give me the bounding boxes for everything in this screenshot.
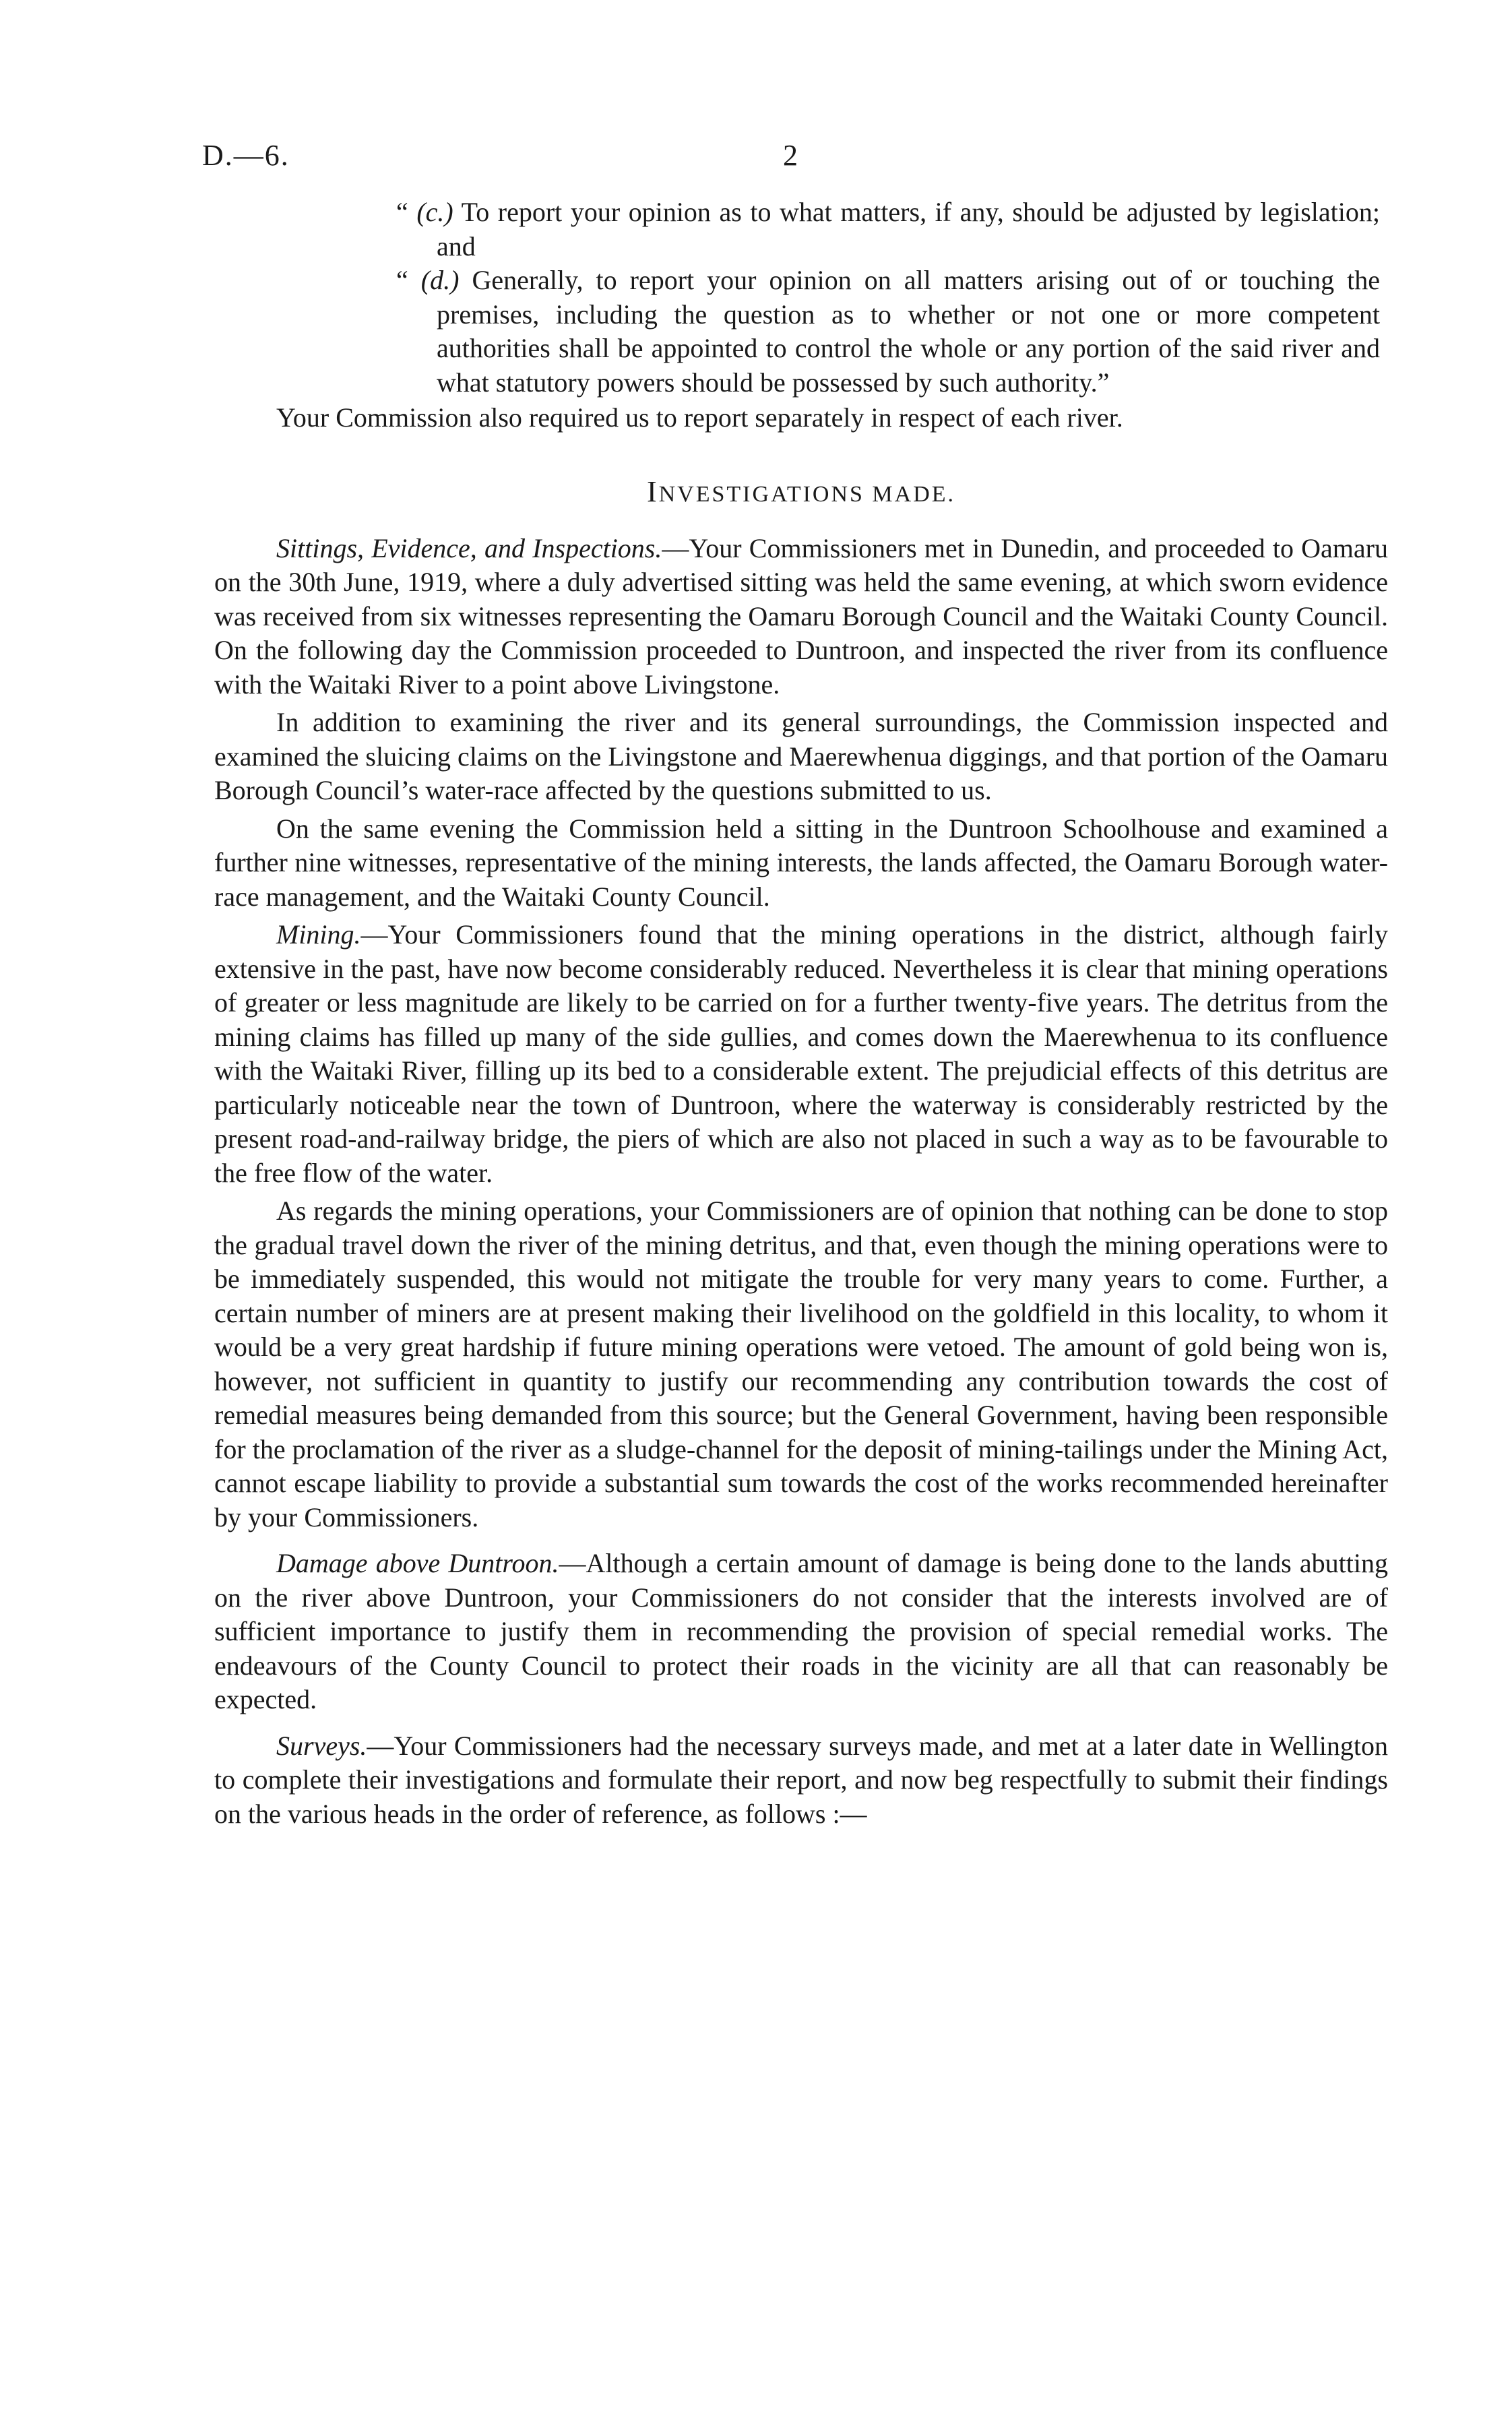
paragraph-surveys: Surveys.—Your Commissioners had the necessary surveys made, and met at a later date in Wellington to complete their investigations and formulate their report, and now beg respectfully to submit their findings on the various heads in the order of reference, as follows :— [214,1730,1388,1829]
paragraph-damage: Damage above Duntroon.—Although a certain amount of damage is being done to the lands abutting on the river above Duntroon, your Commissioners do not consider that the interests involved are of sufficient importance to justify them in recommending the provision of special remedial works. The endeavours of the County Council to protect their roads in the vicinity are all that can reasonably be expected. [214,1548,1388,1714]
paragraph-same-evening: On the same evening the Commission held a sitting in the Duntroon Schoolhouse and examined a further nine witnesses, representative of the mining interests, the lands affected, the Oamaru Borough water-race management, and the Waitaki County Council. [214,813,1388,912]
quote-item-d-text: Generally, to report your opinion on all matters arising out of or touching the premises, including the question as to whether or not one or more competent authorities shall be appointed to control the whole or any portion of the said river and what statutory powers should be possessed by such authority.” [437,265,1381,398]
quote-item-d-label: (d.) [420,265,460,295]
quote-item-c: “ (c.) To report your opinion as to what matters, if any, should be adjusted by legislation; and [396,197,1381,261]
section-heading: INVESTIGATIONS MADE. [646,474,956,508]
quote-item-c-text: To report your opinion as to what matters, if any, should be adjusted by legislation; and [437,197,1381,261]
paragraph-addition: In addition to examining the river and its general surroundings, the Commission inspected and examined the sluicing claims on the Livingstone and Maerewhenua diggings, and that portion of the Oamaru Borough Council’s water-race affected by the questions submitted to us. [214,707,1388,805]
damage-subhead: Damage above Duntroon. [276,1548,559,1578]
page-body [214,195,1388,1831]
quote-item-d: “ (d.) Generally, to report your opinion on all matters arising out of or touching the premises, including the question as to whether or not one or more competent authorities shall be appointed to control the whole or any portion of the said river and what statutory powers should be possessed by such authority.” [396,265,1381,398]
paragraph-sittings: Sittings, Evidence, and Inspections.—Your Commissioners met in Dunedin, and proceeded to Oamaru on the 30th June, 1919, where a duly advertised sitting was held the same evening, at which sworn evidence was received from six witnesses representing the Oamaru Borough Council and the Waitaki County Council. On the following day the Commission proceeded to Duntroon, and inspected the river from its confluence with the Waitaki River to a point above Livingstone. [214,532,1388,700]
paragraph-as-regards: As regards the mining operations, your Commissioners are of opinion that nothing can be done to stop the gradual travel down the river of the mining detritus, and that, even though the mining operations were to be immediately suspended, this would not mitigate the trouble for very many years to come. Further, a certain number of miners are at present making their livelihood on the goldfield in this locality, to whom it would be a very great hardship if future mining operations were vetoed. The amount of gold being won is, however, not sufficient in quantity to justify our recommending any contribution towards the cost of remedial measures being demanded from this source; but the General Government, having been responsible for the proclamation of the river as a sludge-channel for the deposit of mining-tailings under the Mining Act, cannot escape liability to provide a substantial sum towards the cost of the works recommended hereinafter by your Commissioners. [214,1196,1388,1532]
mining-subhead: Mining. [276,919,361,950]
surveys-subhead: Surveys. [276,1730,367,1761]
page-number: 2 [783,139,798,172]
quote-item-c-label: (c.) [416,197,453,227]
document-reference: D.—6. [202,139,290,172]
paragraph-mining: Mining.—Your Commissioners found that the mining operations in the district, although fairly extensive in the past, have now become considerably reduced. Nevertheless it is clear that mining operations of greater or less magnitude are likely to be carried on for a further twenty-five years. The detritus from the mining claims has filled up many of the side gullies, and comes down the Maerewhenua to its confluence with the Waitaki River, filling up its bed to a considerable extent. The prejudicial effects of this detritus are particularly noticeable near the town of Duntroon, where the waterway is considerably restricted by the present road-and-railway bridge, the piers of which are also not placed in such a way as to be favourable to the free flow of the water. [214,919,1388,1188]
page-header [0,138,1512,179]
sittings-subhead: Sittings, Evidence, and Inspections. [276,532,662,563]
closing-sentence: Your Commission also required us to report separately in respect of each river. [276,402,1123,433]
